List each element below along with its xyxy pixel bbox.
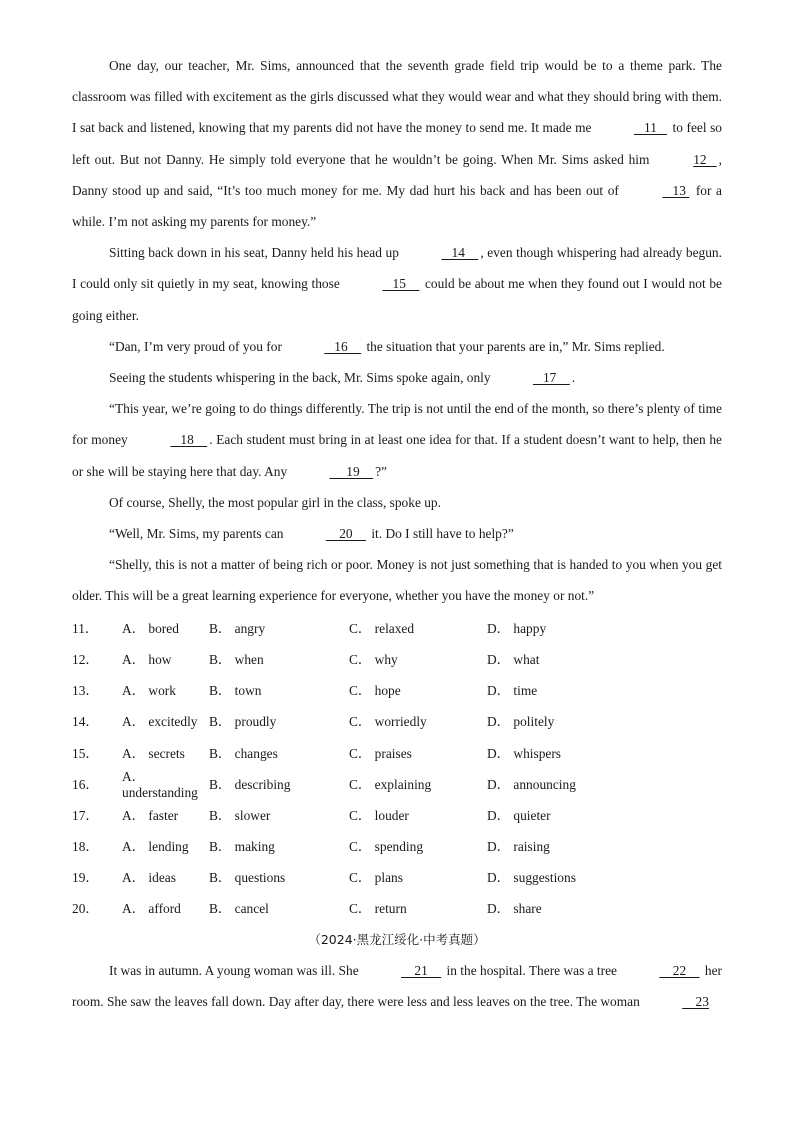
text: Seeing the students whispering in the back, Mr. Sims spoke again, only [109,370,494,386]
option-d[interactable]: D． share [487,901,542,917]
text: ?” [375,463,387,479]
option-a[interactable]: A． how [122,651,172,667]
blank-16[interactable]: 16 [324,338,362,354]
text: it. Do I still have to help?” [367,526,514,542]
option-b[interactable]: B． questions [209,870,286,886]
text: “Dan, I’m very proud of you for [109,338,286,354]
option-b[interactable]: B． angry [209,620,266,636]
option-a[interactable]: A． understanding [122,768,198,800]
question-number: 12． [72,651,99,667]
question-number: 18． [72,839,99,855]
option-c[interactable]: C． spending [349,839,424,855]
source-label: （2024·黑龙江绥化·中考真题） [308,931,486,947]
text: One day, our teacher, Mr. Sims, announced that the seventh grade field trip would be to a theme park. The classroom was filled with excitement as the girls discussed what they would wear and what they should bring with them. I sat back and listened, knowing that my parents did not have the money to send me. It made me [72,58,722,136]
option-c[interactable]: C． worriedly [349,714,427,730]
blank-13[interactable]: 13 [662,182,690,198]
text: her room. She saw the leaves fall down. Day after day, there were less and less leaves on the tree. The woman [72,962,722,1009]
question-row-20 [72,892,722,923]
blank-20[interactable]: 20 [325,526,366,542]
passage-paragraph-4 [72,362,722,393]
option-c[interactable]: C． return [349,901,407,917]
option-d[interactable]: D． politely [487,714,555,730]
question-number: 11． [72,620,99,636]
option-a[interactable]: A． afford [122,901,181,917]
text: in the hospital. There was a tree [443,962,621,978]
blank-11[interactable]: 11 [634,120,667,136]
option-b[interactable]: B． making [209,839,275,855]
option-c[interactable]: C． praises [349,745,412,761]
option-a[interactable]: A． faster [122,807,179,823]
question-row-16 [72,768,722,799]
blank-23[interactable]: 23 [682,993,709,1009]
question-number: 14． [72,714,99,730]
question-row-14 [72,705,722,736]
blank-22[interactable]: 22 [659,962,700,978]
text: could be about me when they found out I would not be going either. [72,276,722,323]
text: “Shelly, this is not a matter of being rich or poor. Money is not just something that is handed to you when you get older. This will be a great learning experience for everyone, whether you have the money or not.” [72,557,722,604]
option-b[interactable]: B． town [209,683,262,699]
option-a[interactable]: A． ideas [122,870,176,886]
passage-paragraph-5 [72,393,722,487]
passage-paragraph-6 [72,487,722,518]
question-number: 19． [72,870,99,886]
question-number: 15． [72,745,99,761]
option-b[interactable]: B． cancel [209,901,269,917]
option-c[interactable]: C． explaining [349,776,432,792]
option-b[interactable]: B． describing [209,776,291,792]
passage-paragraph-1 [72,50,722,237]
question-row-15 [72,736,722,767]
question-number: 16． [72,776,99,792]
blank-12[interactable]: 12 [693,151,717,167]
option-a[interactable]: A． excitedly [122,714,198,730]
option-c[interactable]: C． relaxed [349,620,415,636]
option-a[interactable]: A． bored [122,620,179,636]
text: It was in autumn. A young woman was ill. She [109,962,362,978]
question-row-18 [72,830,722,861]
blank-17[interactable]: 17 [532,370,570,386]
text: “This year, we’re going to do things differently. The trip is not until the end of the month, so there’s plenty of time for money [72,401,722,448]
option-a[interactable]: A． lending [122,839,189,855]
option-b[interactable]: B． proudly [209,714,277,730]
option-c[interactable]: C． louder [349,807,409,823]
option-c[interactable]: C． plans [349,870,403,886]
text: . Each student must bring in at least one idea for that. If a student doesn’t want to help, then he or she will be staying here that day. Any [72,432,722,479]
text: Of course, Shelly, the most popular girl in the class, spoke up. [109,494,441,510]
option-d[interactable]: D． quieter [487,807,551,823]
blank-14[interactable]: 14 [441,245,479,261]
text: . [571,370,576,386]
passage-paragraph-2 [72,237,722,331]
option-d[interactable]: D． what [487,651,540,667]
option-a[interactable]: A． secrets [122,745,185,761]
question-number: 17． [72,807,99,823]
question-row-19 [72,861,722,892]
option-b[interactable]: B． slower [209,807,271,823]
option-b[interactable]: B． when [209,651,264,667]
text: to feel so left out. But not Danny. He simply told everyone that he wouldn’t be going. When Mr. Sims asked him [72,120,722,167]
question-row-13 [72,674,722,705]
text: Sitting back down in his seat, Danny held his head up [109,245,403,261]
question-row-11 [72,612,722,643]
option-d[interactable]: D． raising [487,839,550,855]
text: for a while. I’m not asking my parents for money.” [72,182,722,230]
passage-paragraph-3 [72,331,722,362]
passage-paragraph-7 [72,518,722,549]
blank-15[interactable]: 15 [382,276,420,292]
text: the situation that your parents are in,” Mr. Sims replied. [363,338,665,354]
document-page [72,50,722,1017]
blank-19[interactable]: 19 [329,463,374,479]
option-d[interactable]: D． time [487,683,538,699]
option-a[interactable]: A． work [122,683,176,699]
blank-18[interactable]: 18 [170,432,208,448]
question-row-17 [72,799,722,830]
text: , even though whispering had already begun. I could only sit quietly in my seat, knowing those [72,245,722,292]
option-d[interactable]: D． happy [487,620,547,636]
question-number: 13． [72,683,99,699]
option-c[interactable]: C． hope [349,683,401,699]
passage-paragraph-8 [72,549,722,611]
text: , Danny stood up and said, “It’s too much money for me. My dad hurt his back and has been out of [72,151,722,198]
text: “Well, Mr. Sims, my parents can [109,526,287,542]
question-number: 20． [72,901,99,917]
blank-21[interactable]: 21 [401,962,442,978]
option-d[interactable]: D． whispers [487,745,562,761]
option-d[interactable]: D． suggestions [487,870,576,886]
options-list [72,612,722,924]
passage2-paragraph-1 [72,955,722,1017]
option-d[interactable]: D． announcing [487,776,576,792]
option-c[interactable]: C． why [349,651,398,667]
question-row-12 [72,643,722,674]
option-b[interactable]: B． changes [209,745,278,761]
